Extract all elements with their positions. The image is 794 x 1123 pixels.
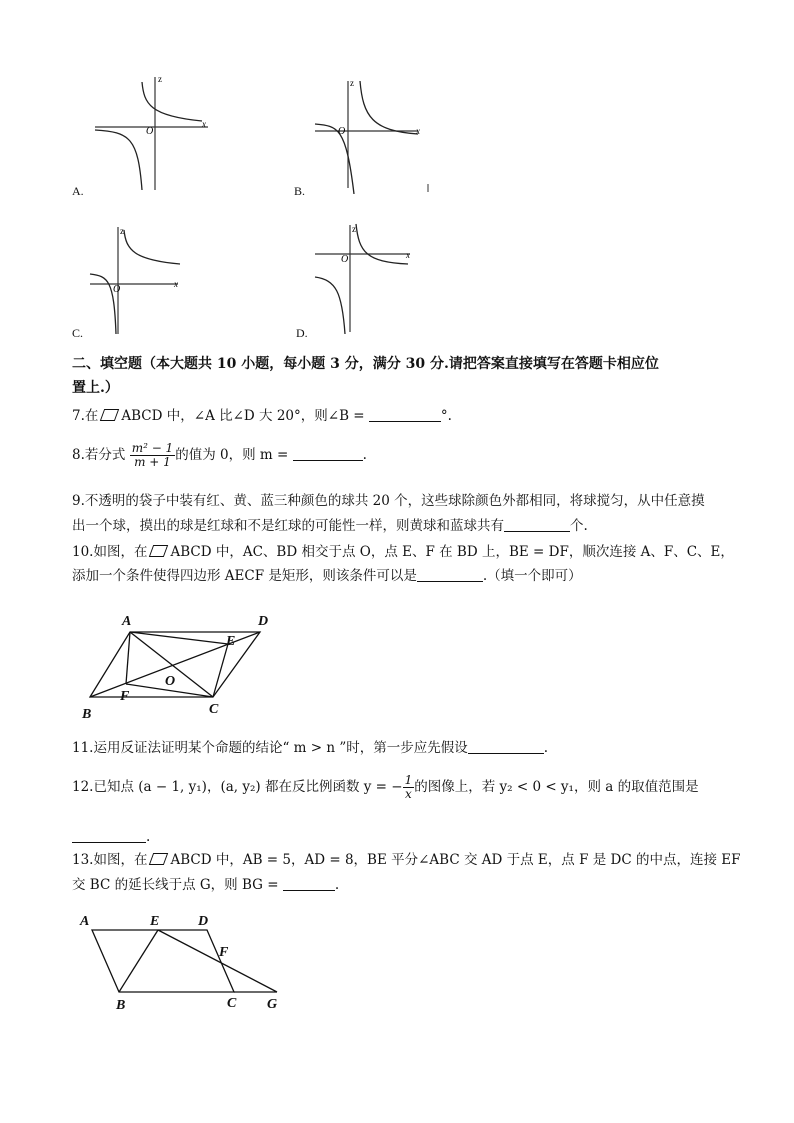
q12-numerator: 1 — [404, 773, 413, 787]
section-heading-line2: 置上.） — [72, 380, 119, 396]
graph-d-z-label: z — [352, 224, 356, 234]
q12-prefix: 12.已知点 (a − 1, y₁)，(a, y₂) 都在反比例函数 y = − — [72, 779, 403, 795]
question-13-line2 — [72, 874, 339, 896]
fig13-label-e: E — [150, 914, 160, 929]
q7-answer-blank[interactable] — [369, 407, 441, 422]
parallelogram-icon — [100, 409, 119, 421]
fig13-label-c: C — [227, 996, 237, 1011]
question-10-line2 — [72, 565, 582, 587]
q10-prefix: 10.如图，在 — [72, 544, 148, 560]
question-12 — [72, 772, 699, 802]
parallelogram-icon — [149, 545, 168, 557]
fig13-label-b: B — [116, 998, 126, 1013]
parallelogram-icon — [149, 853, 168, 865]
fig13-label-a: A — [80, 914, 90, 929]
q12-fraction — [403, 774, 415, 801]
figure-q13 — [74, 908, 289, 1013]
graph-option-c — [88, 222, 188, 337]
question-9-line1: 9.不透明的袋子中装有红、黄、蓝三种颜色的球共 20 个，这些球除颜色外都相同，将球搅匀，从中任意摸 — [72, 493, 705, 509]
section-heading-line1: 二、填空题（本大题共 10 小题，每小题 3 分，满分 30 分.请把答案直接填写在答题卡相应位 — [72, 356, 659, 372]
fig10-label-a: A — [122, 614, 132, 629]
q12-denominator: x — [405, 787, 412, 801]
q8-fraction — [130, 442, 176, 469]
graph-d-x-label: x — [406, 250, 410, 260]
graph-c-origin: O — [113, 284, 121, 295]
q9-suffix: 个. — [570, 518, 588, 534]
q8-denominator: m + 1 — [134, 455, 171, 469]
q13-suffix: . — [334, 877, 340, 893]
q7-body: ABCD 中，∠A 比∠D 大 20°，则∠B = — [121, 408, 369, 424]
fig13-label-d: D — [198, 914, 209, 929]
question-10-line1 — [72, 541, 734, 563]
q10-text2: 添加一个条件使得四边形 AECF 是矩形，则该条件可以是 — [72, 568, 417, 584]
graph-option-a — [90, 72, 220, 192]
q13-text: ABCD 中，AB = 5，AD = 8，BE 平分∠ABC 交 AD 于点 E，点 F 是 DC 的中点，连接 EF — [170, 852, 741, 868]
q12-suffix: 的图像上，若 y₂ < 0 < y₁，则 a 的取值范围是 — [414, 779, 699, 795]
q11-text: 11.运用反证法证明某个命题的结论“ m > n ”时，第一步应先假设 — [72, 740, 468, 756]
graph-a-origin: O — [146, 126, 154, 137]
q8-answer-blank[interactable] — [293, 446, 363, 461]
q7-suffix: °. — [440, 408, 452, 424]
q9-text: 出一个球，摸出的球是红球和不是红球的可能性一样，则黄球和蓝球共有 — [72, 518, 504, 534]
question-9-line2 — [72, 515, 588, 537]
graph-d-origin: O — [341, 254, 349, 265]
q8-suffix: . — [362, 447, 367, 463]
q8-prefix: 8.若分式 — [72, 447, 126, 463]
q11-suffix: . — [543, 740, 549, 756]
q13-prefix: 13.如图，在 — [72, 852, 148, 868]
fig10-label-b: B — [82, 707, 92, 722]
graph-b-origin: O — [338, 126, 346, 137]
q10-answer-blank[interactable] — [417, 567, 483, 582]
question-12-line2 — [72, 826, 150, 848]
option-a-label: A. — [72, 184, 84, 198]
fig10-label-c: C — [209, 702, 219, 717]
q12-answer-blank[interactable] — [72, 828, 146, 843]
q10-text: ABCD 中，AC、BD 相交于点 O，点 E、F 在 BD 上，BE = DF，顺次连接 A、F、C、E， — [170, 544, 734, 560]
fig13-label-f: F — [219, 945, 229, 960]
q12-end: . — [146, 829, 151, 845]
option-d-label: D. — [296, 326, 308, 340]
graph-c-x-label: x — [174, 279, 178, 289]
figure-q10 — [78, 608, 288, 723]
graph-b-x-label: x — [416, 126, 420, 136]
question-7 — [72, 405, 452, 427]
fig10-label-e: E — [226, 634, 236, 649]
q13-text2: 交 BC 的延长线于点 G，则 BG = — [72, 877, 283, 893]
fig10-label-o: O — [165, 674, 176, 689]
option-c-label: C. — [72, 326, 84, 340]
graph-option-d — [310, 222, 415, 337]
question-11 — [72, 737, 548, 759]
graph-b-z-label: z — [350, 78, 354, 88]
q10-suffix: .（填一个即可） — [482, 568, 582, 584]
q8-numerator: m² − 1 — [131, 441, 174, 455]
graph-a-z-label: z — [158, 74, 162, 84]
q7-prefix: 7.在 — [72, 408, 99, 424]
fig10-label-d: D — [258, 614, 269, 629]
option-b-label: B. — [294, 184, 306, 198]
question-13-line1 — [72, 849, 740, 871]
fig10-label-f: F — [120, 689, 130, 704]
q13-answer-blank[interactable] — [283, 876, 335, 891]
q11-answer-blank[interactable] — [468, 739, 544, 754]
graph-a-x-label: x — [202, 119, 206, 129]
q8-mid: 的值为 0，则 m = — [175, 447, 293, 463]
question-8 — [72, 440, 367, 470]
graph-option-b — [310, 76, 435, 194]
fig13-label-g: G — [267, 997, 278, 1012]
graph-c-z-label: z — [120, 226, 124, 236]
q9-answer-blank[interactable] — [504, 517, 570, 532]
